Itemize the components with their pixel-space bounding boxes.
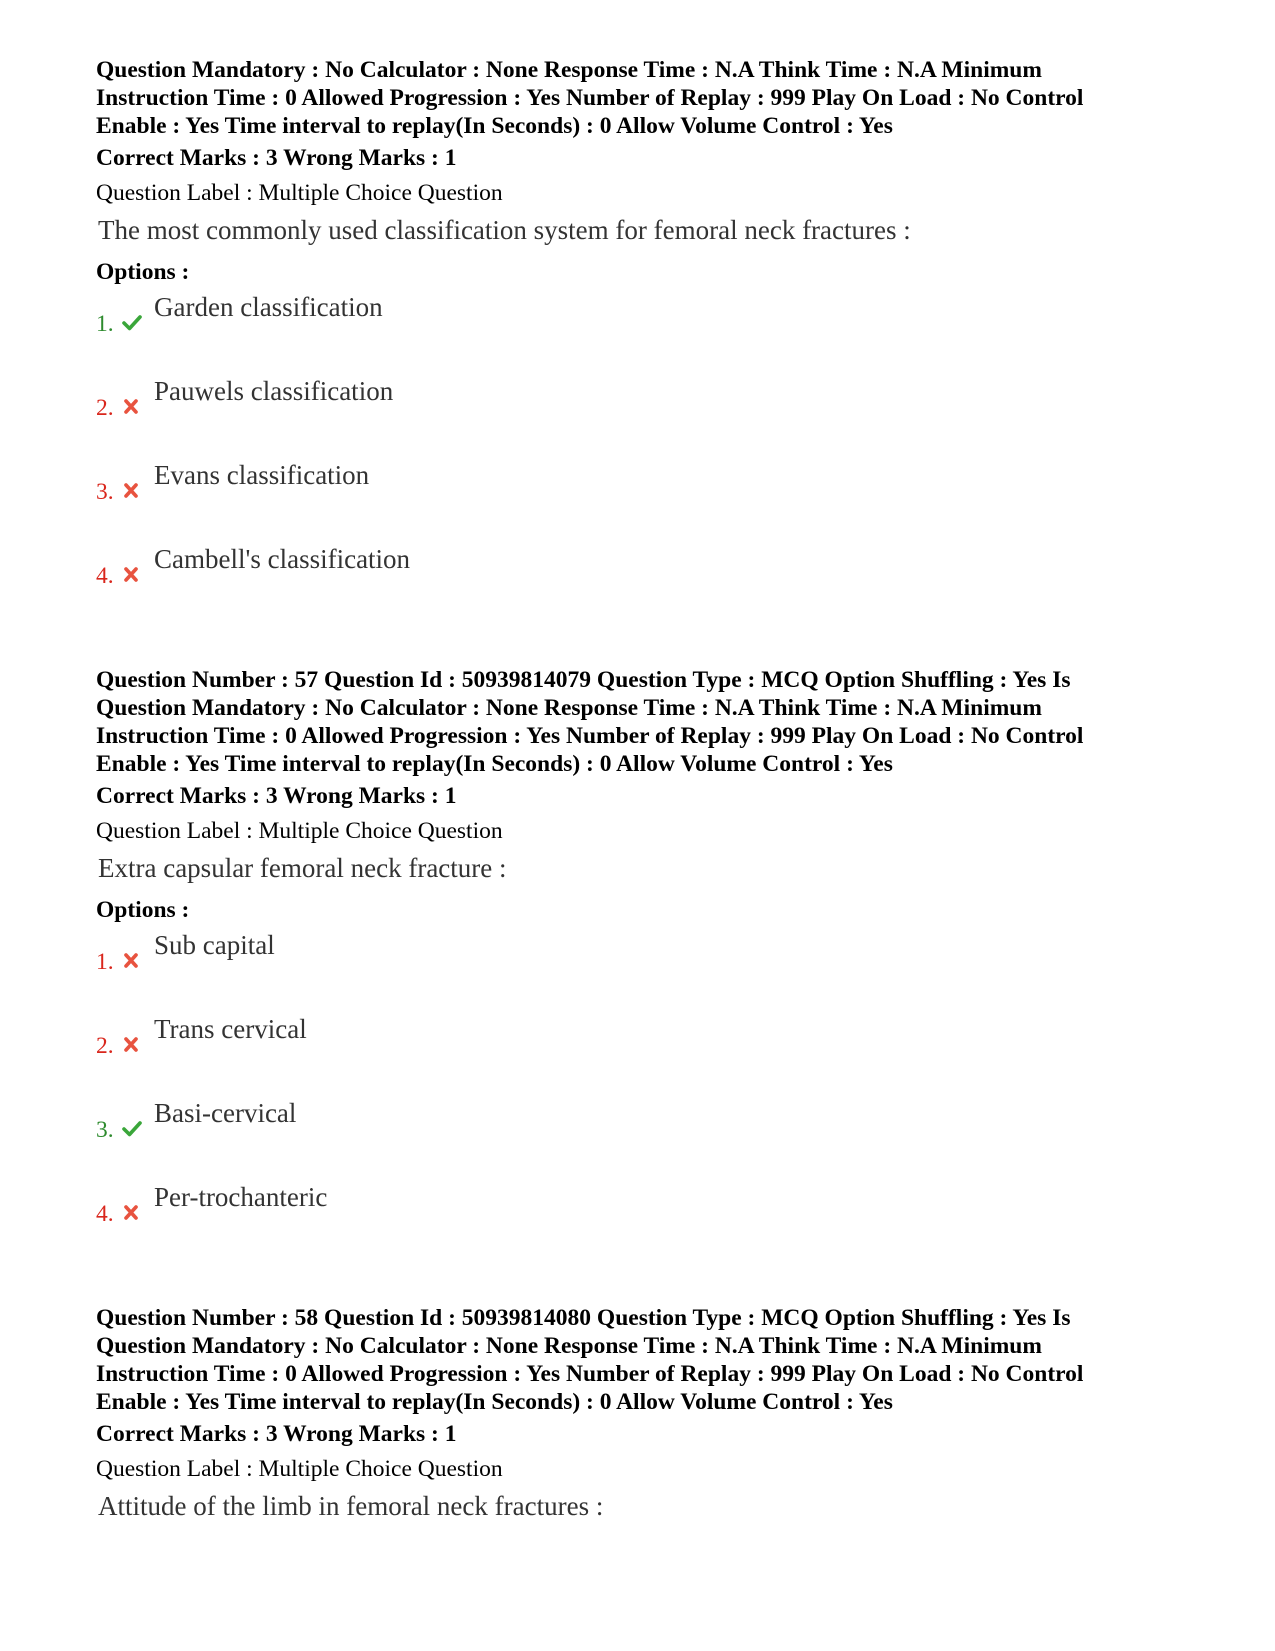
document-page [96, 56, 1176, 1522]
option-text: Sub capital [154, 930, 275, 960]
option-text: Evans classification [154, 460, 370, 490]
meta-line: Question Mandatory : No Calculator : None Response Time : N.A Think Time : N.A Minimum [96, 1333, 1042, 1359]
cross-icon [122, 566, 142, 584]
question-57 [96, 666, 1176, 1266]
meta-line: Instruction Time : 0 Allowed Progression : Yes Number of Replay : 999 Play On Load : No Control [96, 723, 1084, 749]
options-heading: Options : [96, 259, 190, 285]
meta-line: Enable : Yes Time interval to replay(In Seconds) : 0 Allow Volume Control : Yes [96, 751, 893, 777]
cross-icon [122, 1036, 142, 1054]
option-number: 3. [96, 1117, 114, 1143]
meta-line: Enable : Yes Time interval to replay(In Seconds) : 0 Allow Volume Control : Yes [96, 1389, 893, 1415]
check-icon [122, 314, 142, 332]
option-number: 4. [96, 1201, 114, 1227]
question-text: Extra capsular femoral neck fracture : [98, 853, 507, 883]
options-heading: Options : [96, 897, 190, 923]
meta-line: Question Number : 58 Question Id : 50939814080 Question Type : MCQ Option Shuffling : Yes Is [96, 1305, 1071, 1331]
meta-line: Instruction Time : 0 Allowed Progression : Yes Number of Replay : 999 Play On Load : No Control [96, 1361, 1084, 1387]
option-number: 4. [96, 563, 114, 589]
option-text: Pauwels classification [154, 376, 394, 406]
question-meta [96, 666, 1176, 778]
option-text: Trans cervical [154, 1014, 307, 1044]
meta-line: Enable : Yes Time interval to replay(In Seconds) : 0 Allow Volume Control : Yes [96, 113, 893, 139]
option-text: Per-trochanteric [154, 1182, 328, 1212]
option-text: Cambell's classification [154, 544, 411, 574]
cross-icon [122, 482, 142, 500]
question-meta [96, 1304, 1176, 1416]
question-label: Question Label : Multiple Choice Question [96, 818, 503, 844]
option-1 [96, 292, 1176, 376]
question-marks: Correct Marks : 3 Wrong Marks : 1 [96, 783, 457, 809]
question-text: Attitude of the limb in femoral neck fractures : [98, 1491, 604, 1521]
option-number: 1. [96, 949, 114, 975]
question-marks: Correct Marks : 3 Wrong Marks : 1 [96, 145, 457, 171]
question-label: Question Label : Multiple Choice Question [96, 1456, 503, 1482]
option-1 [96, 930, 1176, 1014]
question-text: The most commonly used classification system for femoral neck fractures : [98, 215, 911, 245]
question-meta [96, 56, 1176, 140]
meta-line: Question Mandatory : No Calculator : None Response Time : N.A Think Time : N.A Minimum [96, 695, 1042, 721]
option-3 [96, 1098, 1176, 1182]
cross-icon [122, 952, 142, 970]
option-text: Basi-cervical [154, 1098, 297, 1128]
question-56 [96, 56, 1176, 628]
meta-line: Question Mandatory : No Calculator : None Response Time : N.A Think Time : N.A Minimum [96, 57, 1042, 83]
meta-line: Instruction Time : 0 Allowed Progression : Yes Number of Replay : 999 Play On Load : No Control [96, 85, 1084, 111]
question-58 [96, 1304, 1176, 1522]
option-number: 1. [96, 311, 114, 337]
spacer [96, 1266, 1176, 1304]
option-number: 2. [96, 1033, 114, 1059]
option-number: 3. [96, 479, 114, 505]
question-marks: Correct Marks : 3 Wrong Marks : 1 [96, 1421, 457, 1447]
option-4 [96, 1182, 1176, 1266]
question-label: Question Label : Multiple Choice Question [96, 180, 503, 206]
meta-line: Question Number : 57 Question Id : 50939814079 Question Type : MCQ Option Shuffling : Yes Is [96, 667, 1071, 693]
spacer [96, 628, 1176, 666]
option-4 [96, 544, 1176, 628]
cross-icon [122, 398, 142, 416]
check-icon [122, 1120, 142, 1138]
option-2 [96, 376, 1176, 460]
cross-icon [122, 1204, 142, 1222]
option-number: 2. [96, 395, 114, 421]
option-text: Garden classification [154, 292, 383, 322]
option-2 [96, 1014, 1176, 1098]
option-3 [96, 460, 1176, 544]
